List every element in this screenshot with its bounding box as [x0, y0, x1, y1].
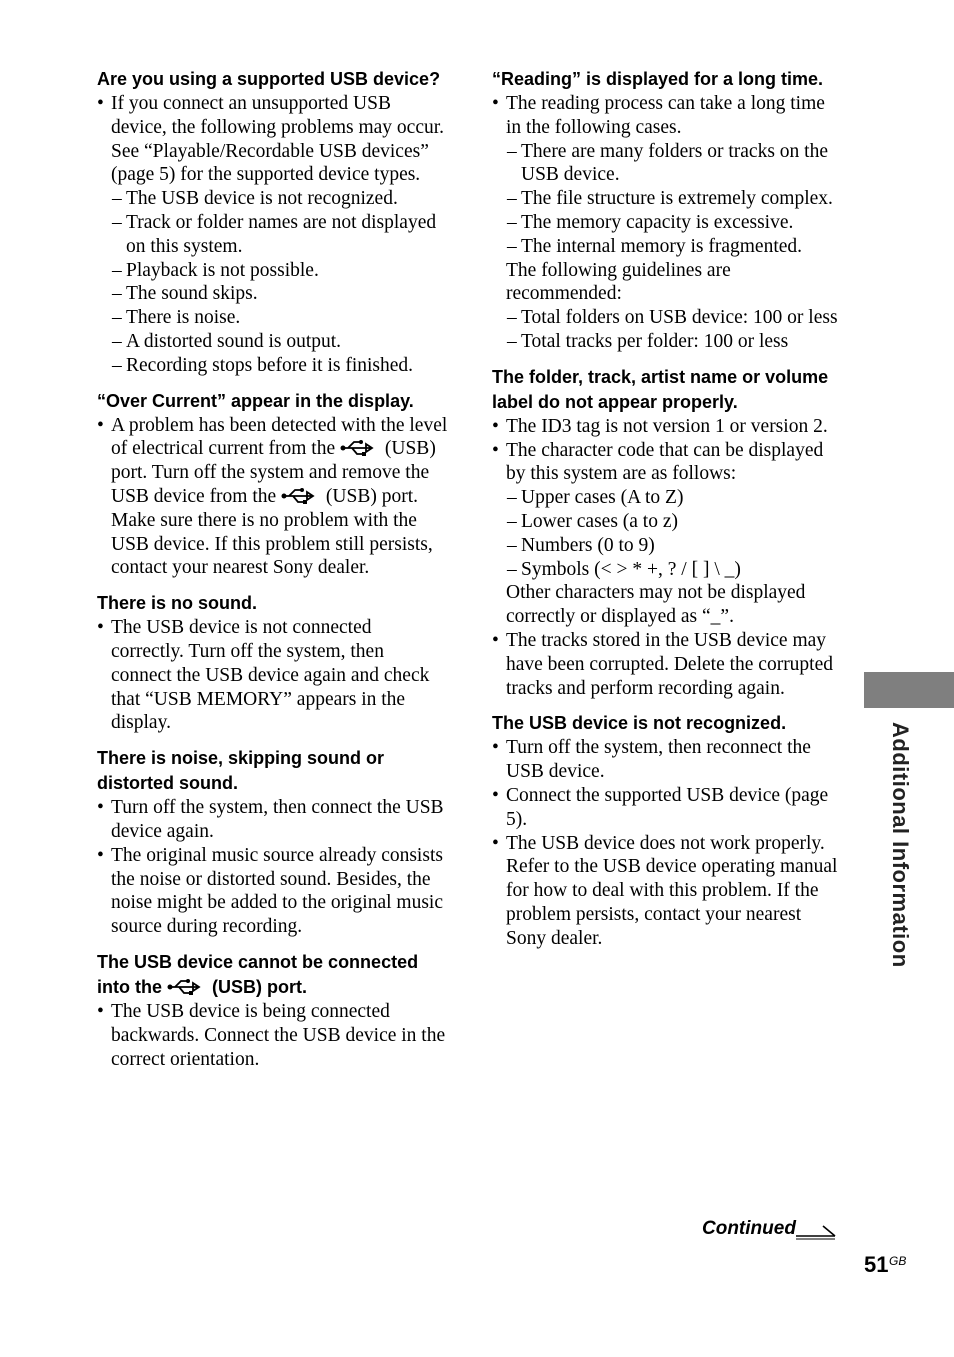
list-item: – The USB device is not recognized.	[97, 187, 449, 211]
page-number: 51	[864, 1252, 889, 1277]
list-item: – There is noise.	[97, 306, 449, 330]
section-heading: “Reading” is displayed for a long time.	[492, 69, 824, 89]
list-item: • The USB device is not connected correctly. Turn off the system, then connect the USB device again and check that “USB MEMORY” appears in the display.	[97, 616, 449, 735]
list-item: – Numbers (0 to 9)	[492, 534, 844, 558]
list-item: – The memory capacity is excessive.	[492, 211, 844, 235]
side-label: Additional Information	[888, 722, 913, 968]
section-noise	[97, 746, 449, 939]
text-fragment: (USB) port. Turn off the system and remove the USB device from the	[111, 438, 436, 507]
list-item: • Connect the supported USB device (page 5).	[492, 784, 844, 832]
text-fragment: (USB) port. Make sure there is no problem with the USB device. If this problem still persists, contact your nearest Sony dealer.	[111, 485, 433, 579]
section-no-sound	[97, 591, 449, 735]
heading-fragment: The USB device cannot be connected into the	[97, 951, 419, 997]
section-supported-usb	[97, 67, 449, 378]
list-item: • The USB device is being connected backwards. Connect the USB device in the correct orientation.	[97, 1000, 449, 1071]
list-item: – Recording stops before it is finished.	[97, 354, 449, 378]
usb-icon	[340, 439, 380, 457]
list-item: – Lower cases (a to z)	[492, 510, 844, 534]
text-fragment: A problem has been detected with the level of electrical current from the	[111, 414, 448, 460]
list-item	[97, 414, 449, 581]
list-item: • Turn off the system, then connect the USB device again.	[97, 796, 449, 844]
section-reading	[492, 67, 844, 354]
list-item: • Turn off the system, then reconnect the USB device.	[492, 736, 844, 784]
section-names-display	[492, 365, 844, 701]
list-item: – Symbols (< > * +, ? / [ ] \ _)	[492, 558, 844, 582]
list-item: – Total tracks per folder: 100 or less	[492, 330, 844, 354]
left-column	[97, 67, 449, 1082]
usb-icon	[167, 978, 207, 996]
section-cannot-connect	[97, 950, 449, 1071]
list-item: • The reading process can take a long time in the following cases.	[492, 92, 844, 140]
list-item: • The tracks stored in the USB device may have been corrupted. Delete the corrupted tracks and perform recording again.	[492, 629, 844, 700]
list-item: • The ID3 tag is not version 1 or version 2.	[492, 415, 844, 439]
heading-fragment: (USB) port.	[212, 976, 308, 997]
list-item: – Playback is not possible.	[97, 259, 449, 283]
side-tab	[864, 672, 954, 708]
section-not-recognized	[492, 711, 844, 950]
continued-label: Continued	[702, 1218, 796, 1239]
list-item: – The sound skips.	[97, 282, 449, 306]
paragraph: The following guidelines are recommended:	[506, 259, 731, 305]
page-suffix: GB	[889, 1254, 907, 1268]
arrow-right-icon	[795, 1222, 837, 1240]
list-item: – Track or folder names are not displayed on this system.	[97, 211, 449, 259]
section-over-current	[97, 389, 449, 581]
list-item: • The character code that can be displayed by this system are as follows:	[492, 439, 844, 487]
section-heading: There is noise, skipping sound or distorted sound.	[97, 748, 385, 794]
list-item: • The USB device does not work properly. Refer to the USB device operating manual for how to deal with this problem. If the problem persists, contact your nearest Sony dealer.	[492, 832, 844, 951]
right-column	[492, 67, 844, 962]
list-item: • If you connect an unsupported USB device, the following problems may occur. See “Playable/Recordable USB devices” (page 5) for the supported device types.	[97, 92, 449, 187]
list-item: – There are many folders or tracks on the USB device.	[492, 140, 844, 188]
section-heading	[97, 950, 449, 1000]
list-item: – The internal memory is fragmented.	[492, 235, 844, 259]
list-item: – A distorted sound is output.	[97, 330, 449, 354]
usb-icon	[281, 487, 321, 505]
section-heading: The folder, track, artist name or volume label do not appear properly.	[492, 366, 829, 412]
section-heading: There is no sound.	[97, 593, 258, 614]
section-heading: The USB device is not recognized.	[492, 713, 787, 734]
paragraph: Other characters may not be displayed correctly or displayed as “_”.	[506, 582, 806, 628]
list-item: – Total folders on USB device: 100 or less	[492, 306, 844, 330]
list-item: • The original music source already consists the noise or distorted sound. Besides, the noise might be added to the original music source during recording.	[97, 844, 449, 939]
list-item: – Upper cases (A to Z)	[492, 486, 844, 510]
section-heading: “Over Current” appear in the display.	[97, 390, 414, 411]
list-item: – The file structure is extremely complex.	[492, 187, 844, 211]
section-heading: Are you using a supported USB device?	[97, 69, 441, 89]
